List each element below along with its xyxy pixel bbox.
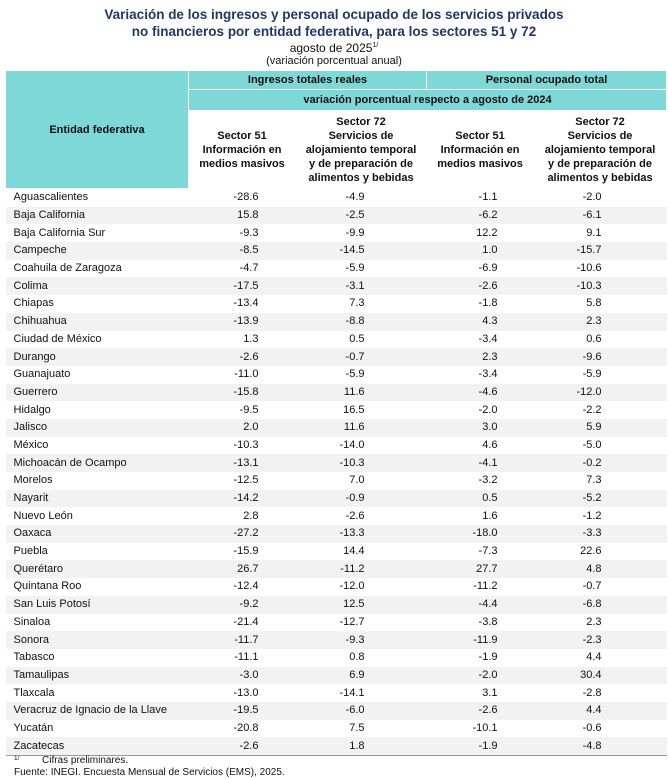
value-cell-personal-sector-51: -11.9: [427, 631, 534, 649]
entity-cell: Coahuila de Zaragoza: [13, 262, 122, 275]
entity-cell: Aguascalientes: [13, 191, 89, 204]
value-cell-ingresos-sector-72: -11.2: [296, 560, 427, 578]
value-cell-personal-sector-72: -2.8: [582, 686, 602, 699]
value-cell-personal-sector-51: 4.6: [482, 438, 498, 451]
value-cell-ingresos-sector-72: -14.5: [296, 242, 427, 260]
value-cell-ingresos-sector-51: -11.1: [234, 651, 259, 664]
title-line-2: no financieros por entidad federativa, para los sectores 51 y 72: [131, 24, 537, 39]
entity-cell: Colima: [6, 277, 189, 295]
entity-cell: Tamaulipas: [6, 667, 189, 685]
value-cell-personal-sector-51: 1.6: [482, 509, 498, 522]
table-row: [6, 224, 667, 242]
value-cell-ingresos-sector-51: -21.4: [233, 615, 259, 628]
header-entity: Entidad federativa: [6, 71, 189, 189]
table-header: [6, 71, 667, 189]
value-cell-personal-sector-51: 0.5: [427, 490, 534, 508]
entity-cell: Yucatán: [13, 721, 54, 734]
table-row: [6, 720, 667, 738]
period-note-mark: 1/: [372, 42, 379, 49]
value-cell-personal-sector-72: -6.1: [534, 207, 667, 225]
value-cell-personal-sector-72: 7.3: [586, 474, 602, 487]
value-cell-ingresos-sector-51: -13.9: [189, 313, 296, 331]
value-cell-ingresos-sector-51: -12.5: [233, 474, 259, 487]
value-cell-personal-sector-72: 22.6: [580, 545, 602, 558]
entity-cell: Sonora: [6, 631, 189, 649]
value-cell-personal-sector-72: -0.6: [582, 721, 602, 734]
table-row: [6, 348, 667, 366]
table-row: [6, 260, 667, 278]
value-cell-personal-sector-72: -2.0: [582, 191, 602, 204]
value-cell-personal-sector-72: 4.8: [534, 560, 667, 578]
value-cell-personal-sector-51: -1.9: [427, 737, 534, 755]
value-cell-ingresos-sector-72: -2.5: [296, 207, 427, 225]
page-title: [0, 6, 668, 40]
footnote-preliminary: [0, 755, 668, 767]
header-subheader: variación porcentual respecto a agosto de 2024: [189, 90, 667, 111]
table-row: [6, 331, 667, 349]
table-row: [6, 490, 667, 508]
value-cell-personal-sector-72: -4.8: [534, 737, 667, 755]
sector-code: Sector 72: [575, 115, 625, 128]
sector-desc-line: alimentos y bebidas: [308, 171, 414, 184]
value-cell-personal-sector-72: -2.3: [534, 631, 667, 649]
source-note: Fuente: INEGI. Encuesta Mensual de Servicios (EMS), 2025.: [14, 766, 285, 778]
value-cell-personal-sector-51: -18.0: [427, 525, 534, 543]
value-cell-personal-sector-51: 4.3: [427, 313, 534, 331]
value-cell-personal-sector-51: -2.6: [427, 702, 534, 720]
footnote-text: Cifras preliminares.: [42, 755, 129, 766]
value-cell-ingresos-sector-51: -13.1: [189, 454, 296, 472]
entity-cell: Michoacán de Ocampo: [6, 454, 189, 472]
value-cell-ingresos-sector-51: 2.8: [243, 509, 259, 522]
value-cell-personal-sector-72: 4.4: [586, 651, 602, 664]
value-cell-personal-sector-72: -2.2: [582, 403, 602, 416]
header-col-personal-sector-51: [427, 111, 534, 189]
sector-desc-line: Información en: [202, 143, 282, 156]
entity-cell: Chihuahua: [6, 313, 189, 331]
value-cell-personal-sector-51: -3.8: [478, 615, 498, 628]
value-cell-ingresos-sector-51: -9.3: [239, 226, 259, 239]
value-cell-ingresos-sector-51: -9.2: [189, 596, 296, 614]
table-row: [6, 419, 667, 437]
value-cell-ingresos-sector-51: -9.5: [239, 403, 259, 416]
entity-cell: Tabasco: [13, 651, 55, 664]
value-cell-ingresos-sector-72: 7.5: [349, 721, 365, 734]
value-cell-ingresos-sector-72: -14.1: [339, 686, 365, 699]
header-row-groups: [6, 71, 667, 90]
value-cell-personal-sector-72: -5.2: [534, 490, 667, 508]
value-cell-ingresos-sector-72: 1.8: [296, 737, 427, 755]
entity-cell: Querétaro: [6, 560, 189, 578]
unit-label: (variación porcentual anual): [266, 55, 402, 67]
value-cell-personal-sector-72: 30.4: [534, 667, 667, 685]
value-cell-ingresos-sector-51: 2.0: [189, 419, 296, 437]
entity-cell: Guanajuato: [13, 368, 71, 381]
table-row: [6, 737, 667, 755]
value-cell-ingresos-sector-51: -19.5: [189, 702, 296, 720]
entity-cell: Baja California Sur: [13, 226, 106, 239]
value-cell-ingresos-sector-51: -11.7: [189, 631, 296, 649]
table-row: [6, 702, 667, 720]
entity-cell: Campeche: [6, 242, 189, 260]
value-cell-ingresos-sector-72: -0.9: [296, 490, 427, 508]
table-row: [6, 454, 667, 472]
value-cell-ingresos-sector-72: -0.7: [296, 348, 427, 366]
value-cell-ingresos-sector-72: 7.0: [349, 474, 365, 487]
entity-cell: Sinaloa: [13, 615, 51, 628]
sector-code: Sector 51: [217, 129, 267, 142]
value-cell-ingresos-sector-72: -5.9: [345, 368, 365, 381]
sector-code: Sector 51: [455, 129, 505, 142]
sector-desc-line: alojamiento temporal: [544, 143, 656, 156]
table-row: [6, 366, 667, 384]
table-row: [6, 207, 667, 225]
value-cell-ingresos-sector-51: -10.3: [233, 438, 259, 451]
footnote-mark: 1/: [14, 755, 20, 762]
value-cell-personal-sector-51: -1.8: [478, 297, 498, 310]
entity-cell: Zacatecas: [6, 737, 189, 755]
value-cell-ingresos-sector-72: -13.3: [296, 525, 427, 543]
sector-desc-line: y de preparación de: [309, 157, 413, 170]
entity-cell: Quintana Roo: [13, 580, 82, 593]
sector-code: Sector 72: [336, 115, 386, 128]
value-cell-personal-sector-51: -4.6: [427, 384, 534, 402]
value-cell-ingresos-sector-51: -2.6: [189, 348, 296, 366]
value-cell-personal-sector-51: -2.0: [478, 403, 498, 416]
value-cell-personal-sector-72: -15.7: [534, 242, 667, 260]
table-row: [6, 667, 667, 685]
table-row: [6, 437, 667, 455]
value-cell-personal-sector-51: -7.3: [478, 545, 498, 558]
table-row: [6, 277, 667, 295]
table-row: [6, 384, 667, 402]
value-cell-ingresos-sector-51: -20.8: [233, 721, 259, 734]
value-cell-ingresos-sector-72: 0.8: [349, 651, 365, 664]
sector-desc-line: alimentos y bebidas: [547, 171, 653, 184]
entity-cell: Puebla: [13, 545, 48, 558]
data-table: [5, 70, 667, 756]
value-cell-ingresos-sector-51: -2.6: [189, 737, 296, 755]
value-cell-personal-sector-51: 27.7: [427, 560, 534, 578]
value-cell-personal-sector-51: -11.2: [473, 580, 498, 593]
value-cell-ingresos-sector-72: 12.5: [296, 596, 427, 614]
value-cell-ingresos-sector-72: -9.9: [345, 226, 365, 239]
entity-cell: Morelos: [13, 474, 53, 487]
entity-cell: México: [13, 438, 49, 451]
value-cell-personal-sector-72: -5.0: [582, 438, 602, 451]
table-row: [6, 189, 667, 207]
entity-cell: Ciudad de México: [13, 332, 102, 345]
value-cell-personal-sector-72: -6.8: [534, 596, 667, 614]
value-cell-ingresos-sector-51: 15.8: [189, 207, 296, 225]
value-cell-ingresos-sector-72: 6.9: [296, 667, 427, 685]
value-cell-ingresos-sector-51: -15.8: [189, 384, 296, 402]
table-row: [6, 631, 667, 649]
sector-desc-line: medios masivos: [199, 157, 285, 170]
value-cell-personal-sector-51: -3.4: [478, 368, 498, 381]
entity-cell: Veracruz de Ignacio de la Llave: [6, 702, 189, 720]
header-col-ingresos-sector-51: [189, 111, 296, 189]
table-row: [6, 472, 667, 490]
value-cell-personal-sector-51: -6.9: [478, 262, 498, 275]
value-cell-personal-sector-72: -9.6: [534, 348, 667, 366]
footnotes: [0, 755, 668, 778]
value-cell-personal-sector-51: -3.2: [478, 474, 498, 487]
entity-cell: San Luis Potosí: [6, 596, 189, 614]
value-cell-ingresos-sector-72: -6.0: [296, 702, 427, 720]
value-cell-ingresos-sector-72: -12.0: [339, 580, 365, 593]
value-cell-ingresos-sector-51: -11.0: [234, 368, 259, 381]
value-cell-personal-sector-72: 0.6: [586, 332, 602, 345]
value-cell-ingresos-sector-51: -13.0: [233, 686, 259, 699]
value-cell-personal-sector-51: -6.2: [427, 207, 534, 225]
entity-cell: Guerrero: [6, 384, 189, 402]
value-cell-ingresos-sector-72: 16.5: [343, 403, 365, 416]
entity-cell: Nayarit: [6, 490, 189, 508]
value-cell-ingresos-sector-72: -10.3: [296, 454, 427, 472]
value-cell-ingresos-sector-51: -12.4: [233, 580, 259, 593]
value-cell-personal-sector-72: 5.9: [534, 419, 667, 437]
table-row: [6, 313, 667, 331]
value-cell-ingresos-sector-51: -8.5: [189, 242, 296, 260]
value-cell-ingresos-sector-51: 1.3: [243, 332, 259, 345]
value-cell-ingresos-sector-72: 0.5: [349, 332, 365, 345]
value-cell-personal-sector-72: 2.3: [586, 615, 602, 628]
header-group-personal: Personal ocupado total: [427, 71, 667, 90]
value-cell-personal-sector-72: -10.3: [534, 277, 667, 295]
value-cell-ingresos-sector-72: -5.9: [345, 262, 365, 275]
value-cell-personal-sector-72: 2.3: [534, 313, 667, 331]
value-cell-personal-sector-72: -0.7: [582, 580, 602, 593]
value-cell-ingresos-sector-72: -12.7: [339, 615, 365, 628]
title-line-1: Variación de los ingresos y personal ocupado de los servicios privados: [104, 7, 564, 22]
value-cell-ingresos-sector-51: -28.6: [233, 191, 259, 204]
header-col-ingresos-sector-72: [296, 111, 427, 189]
value-cell-personal-sector-72: -12.0: [534, 384, 667, 402]
period-text: agosto de 2025: [289, 41, 373, 55]
value-cell-personal-sector-72: -3.3: [534, 525, 667, 543]
sector-desc-line: alojamiento temporal: [305, 143, 417, 156]
entity-cell: Tlaxcala: [13, 686, 55, 699]
table-row: [6, 507, 667, 525]
value-cell-personal-sector-51: -4.1: [427, 454, 534, 472]
value-cell-personal-sector-72: 5.8: [586, 297, 602, 310]
value-cell-personal-sector-51: -1.9: [478, 651, 498, 664]
table-row: [6, 578, 667, 596]
value-cell-personal-sector-51: 3.0: [427, 419, 534, 437]
value-cell-personal-sector-72: -0.2: [534, 454, 667, 472]
value-cell-ingresos-sector-72: 14.4: [343, 545, 365, 558]
table-row: [6, 560, 667, 578]
table-row: [6, 295, 667, 313]
table-body: [6, 189, 667, 756]
value-cell-personal-sector-51: 2.3: [427, 348, 534, 366]
sector-desc-line: Servicios de: [567, 129, 633, 142]
value-cell-ingresos-sector-72: -8.8: [296, 313, 427, 331]
entity-cell: Durango: [6, 348, 189, 366]
value-cell-personal-sector-51: -1.1: [478, 191, 498, 204]
sector-desc-line: medios masivos: [437, 157, 523, 170]
value-cell-ingresos-sector-72: -14.0: [339, 438, 365, 451]
table-row: [6, 596, 667, 614]
value-cell-personal-sector-72: -10.6: [576, 262, 602, 275]
value-cell-personal-sector-51: -4.4: [427, 596, 534, 614]
value-cell-ingresos-sector-51: -4.7: [239, 262, 259, 275]
value-cell-ingresos-sector-72: -3.1: [296, 277, 427, 295]
value-cell-personal-sector-51: 12.2: [476, 226, 498, 239]
value-cell-personal-sector-51: 1.0: [427, 242, 534, 260]
value-cell-personal-sector-72: 9.1: [586, 226, 602, 239]
table-row: [6, 242, 667, 260]
value-cell-ingresos-sector-72: 11.6: [296, 419, 427, 437]
value-cell-ingresos-sector-51: -14.2: [189, 490, 296, 508]
header-group-ingresos: Ingresos totales reales: [189, 71, 427, 90]
entity-cell: Baja California: [6, 207, 189, 225]
table-row: [6, 543, 667, 561]
entity-cell: Nuevo León: [13, 509, 73, 522]
table-row: [6, 525, 667, 543]
value-cell-personal-sector-51: -2.0: [427, 667, 534, 685]
table-row: [6, 684, 667, 702]
value-cell-personal-sector-72: -5.9: [582, 368, 602, 381]
value-cell-personal-sector-51: -2.6: [427, 277, 534, 295]
table-row: [6, 649, 667, 667]
value-cell-ingresos-sector-51: 26.7: [189, 560, 296, 578]
value-cell-ingresos-sector-72: -4.9: [345, 191, 365, 204]
sector-desc-line: Servicios de: [328, 129, 394, 142]
value-cell-personal-sector-51: -10.1: [472, 721, 498, 734]
value-cell-ingresos-sector-51: -13.4: [233, 297, 259, 310]
table-row: [6, 401, 667, 419]
entity-cell: Hidalgo: [13, 403, 51, 416]
value-cell-ingresos-sector-51: -3.0: [189, 667, 296, 685]
value-cell-personal-sector-72: -1.2: [582, 509, 602, 522]
period-label: [0, 41, 668, 55]
value-cell-ingresos-sector-51: -15.9: [233, 545, 259, 558]
header-col-personal-sector-72: [534, 111, 667, 189]
value-cell-ingresos-sector-72: -2.6: [345, 509, 365, 522]
value-cell-ingresos-sector-72: -9.3: [296, 631, 427, 649]
value-cell-ingresos-sector-72: 11.6: [296, 384, 427, 402]
table-row: [6, 614, 667, 632]
sector-desc-line: y de preparación de: [548, 157, 652, 170]
value-cell-ingresos-sector-51: -17.5: [189, 277, 296, 295]
entity-cell: Chiapas: [13, 297, 54, 310]
entity-cell: Jalisco: [6, 419, 189, 437]
entity-cell: Oaxaca: [6, 525, 189, 543]
value-cell-personal-sector-51: 3.1: [482, 686, 498, 699]
value-cell-personal-sector-51: -3.4: [478, 332, 498, 345]
value-cell-ingresos-sector-51: -27.2: [189, 525, 296, 543]
sector-desc-line: Información en: [440, 143, 520, 156]
value-cell-personal-sector-72: 4.4: [534, 702, 667, 720]
value-cell-ingresos-sector-72: 7.3: [349, 297, 365, 310]
